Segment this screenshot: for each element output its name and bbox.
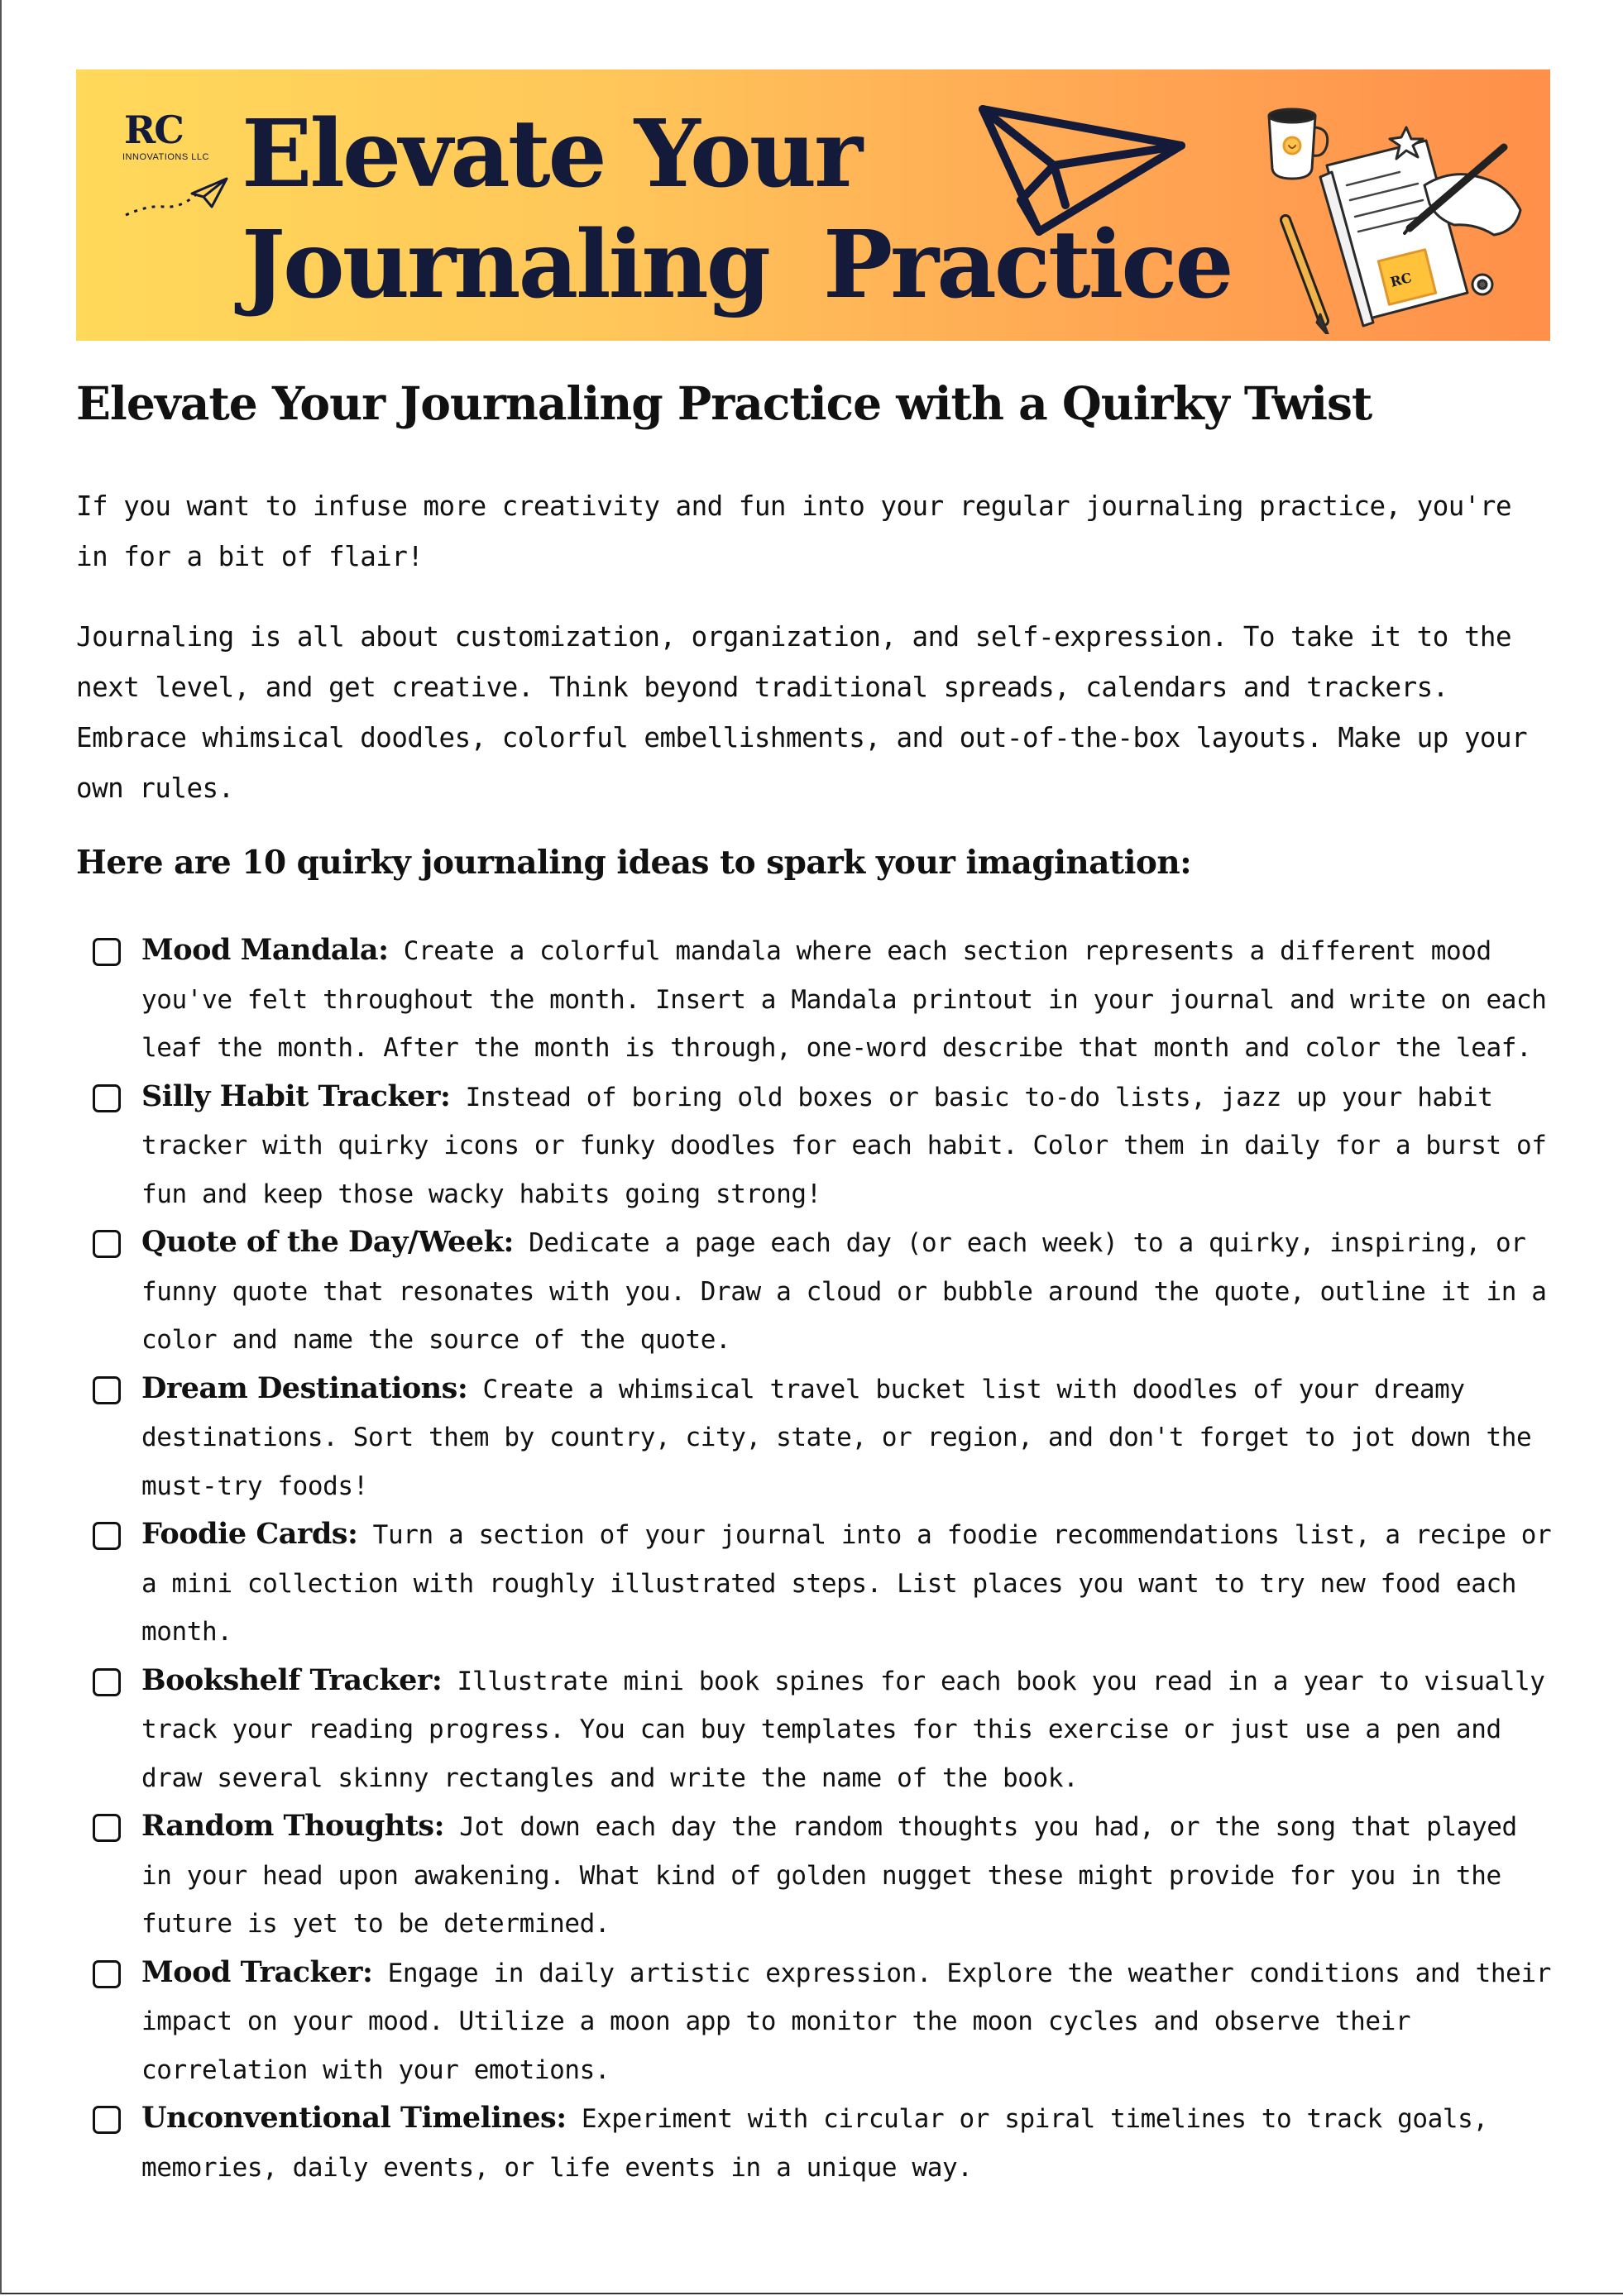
- paper-plane-icon: [974, 103, 1190, 243]
- idea-text: [141, 1218, 1557, 1365]
- list-item: [93, 1365, 1557, 1511]
- idea-title: Random Thoughts:: [141, 1809, 445, 1843]
- idea-text: [141, 2094, 1557, 2192]
- list-item: [93, 2094, 1557, 2192]
- idea-description: Experiment with circular or spiral timelines to track goals, memories, daily events, or life events in a unique way.: [141, 2104, 1488, 2183]
- idea-title: Mood Mandala:: [141, 933, 389, 967]
- svg-text:RC: RC: [1388, 270, 1414, 290]
- idea-title: Silly Habit Tracker:: [141, 1079, 451, 1113]
- idea-title: Mood Tracker:: [141, 1954, 373, 1989]
- idea-checkbox[interactable]: [93, 1814, 121, 1842]
- ideas-checklist: [93, 926, 1557, 2192]
- idea-title: Foodie Cards:: [141, 1517, 358, 1551]
- idea-title: Unconventional Timelines:: [141, 2101, 567, 2135]
- idea-text: [141, 926, 1557, 1073]
- idea-checkbox[interactable]: [93, 938, 121, 966]
- list-item: [93, 1949, 1557, 2095]
- banner-title-line2: Journaling Practice: [242, 211, 1232, 319]
- idea-checkbox[interactable]: [93, 1668, 121, 1696]
- idea-text: [141, 1657, 1557, 1803]
- idea-title: Quote of the Day/Week:: [141, 1225, 514, 1259]
- list-item: [93, 1510, 1557, 1657]
- company-logo: [122, 108, 222, 223]
- list-item: [93, 926, 1557, 1073]
- page-heading: Elevate Your Journaling Practice with a Quirky Twist: [76, 376, 1372, 430]
- idea-description: Instead of boring old boxes or basic to-do lists, jazz up your habit tracker with quirky icons or funky doodles for each habit. Color them in daily for a burst of fun and keep those wacky habits going strong!: [141, 1082, 1547, 1209]
- idea-checkbox[interactable]: [93, 1960, 121, 1988]
- idea-description: Illustrate mini book spines for each book you read in a year to visually track your reading progress. You can buy templates for this exercise or just use a pen and draw several skinny rectangles and write the name of the book.: [141, 1666, 1545, 1793]
- list-item: [93, 1073, 1557, 1219]
- idea-checkbox[interactable]: [93, 1376, 121, 1404]
- list-item: [93, 1802, 1557, 1949]
- idea-checkbox[interactable]: [93, 2106, 121, 2134]
- idea-text: [141, 1365, 1557, 1511]
- idea-text: [141, 1802, 1557, 1949]
- journal-illustration-icon: [1234, 86, 1532, 334]
- idea-description: Turn a section of your journal into a foodie recommendations list, a recipe or a mini collection with roughly illustrated steps. List places you want to try new food each month.: [141, 1520, 1552, 1647]
- idea-checkbox[interactable]: [93, 1084, 121, 1112]
- idea-checkbox[interactable]: [93, 1522, 121, 1550]
- idea-title: Dream Destinations:: [141, 1370, 468, 1405]
- idea-description: Create a whimsical travel bucket list with doodles of your dreamy destinations. Sort them by country, city, state, or region, and don't forget to jot down the must-try foods!: [141, 1374, 1532, 1501]
- header-banner: [76, 69, 1550, 341]
- list-item: [93, 1657, 1557, 1803]
- idea-description: Dedicate a page each day (or each week) to a quirky, inspiring, or funny quote that resonates with you. Draw a cloud or bubble around the quote, outline it in a color and name the source of the quote.: [141, 1228, 1547, 1355]
- idea-title: Bookshelf Tracker:: [141, 1662, 443, 1697]
- banner-title-line1: Elevate Your: [242, 100, 861, 208]
- idea-description: Create a colorful mandala where each section represents a different mood you've felt throughout the month. Insert a Mandala printout in your journal and write on each leaf the month. After the month is through, one-word describe that month and color the leaf.: [141, 936, 1547, 1063]
- idea-text: [141, 1510, 1557, 1657]
- idea-description: Jot down each day the random thoughts you had, or the song that played in your head upon awakening. What kind of golden nugget these might provide for you in the future is yet to be determined.: [141, 1812, 1517, 1939]
- idea-description: Engage in daily artistic expression. Explore the weather conditions and their impact on your mood. Utilize a moon app to monitor the moon cycles and observe their correlation with your emotions.: [141, 1958, 1551, 2085]
- idea-text: [141, 1073, 1557, 1219]
- idea-text: [141, 1949, 1557, 2095]
- list-heading: Here are 10 quirky journaling ideas to spark your imagination:: [76, 844, 1192, 882]
- logo-text: RC: [124, 108, 183, 152]
- idea-checkbox[interactable]: [93, 1230, 121, 1258]
- paper-plane-logo-icon: [122, 164, 230, 222]
- intro-paragraph-1: If you want to infuse more creativity and fun into your regular journaling practice, you're in for a bit of flair!: [76, 490, 1512, 572]
- logo-subtext: INNOVATIONS LLC: [122, 152, 209, 162]
- list-item: [93, 1218, 1557, 1365]
- intro-paragraph-2: Journaling is all about customization, organization, and self-expression. To take it to the next level, and get creative. Think beyond traditional spreads, calendars and trackers. Embrace whimsical doodles, colorful embellishments, and out-of-the-box layouts. Make up your own rules.: [76, 621, 1528, 804]
